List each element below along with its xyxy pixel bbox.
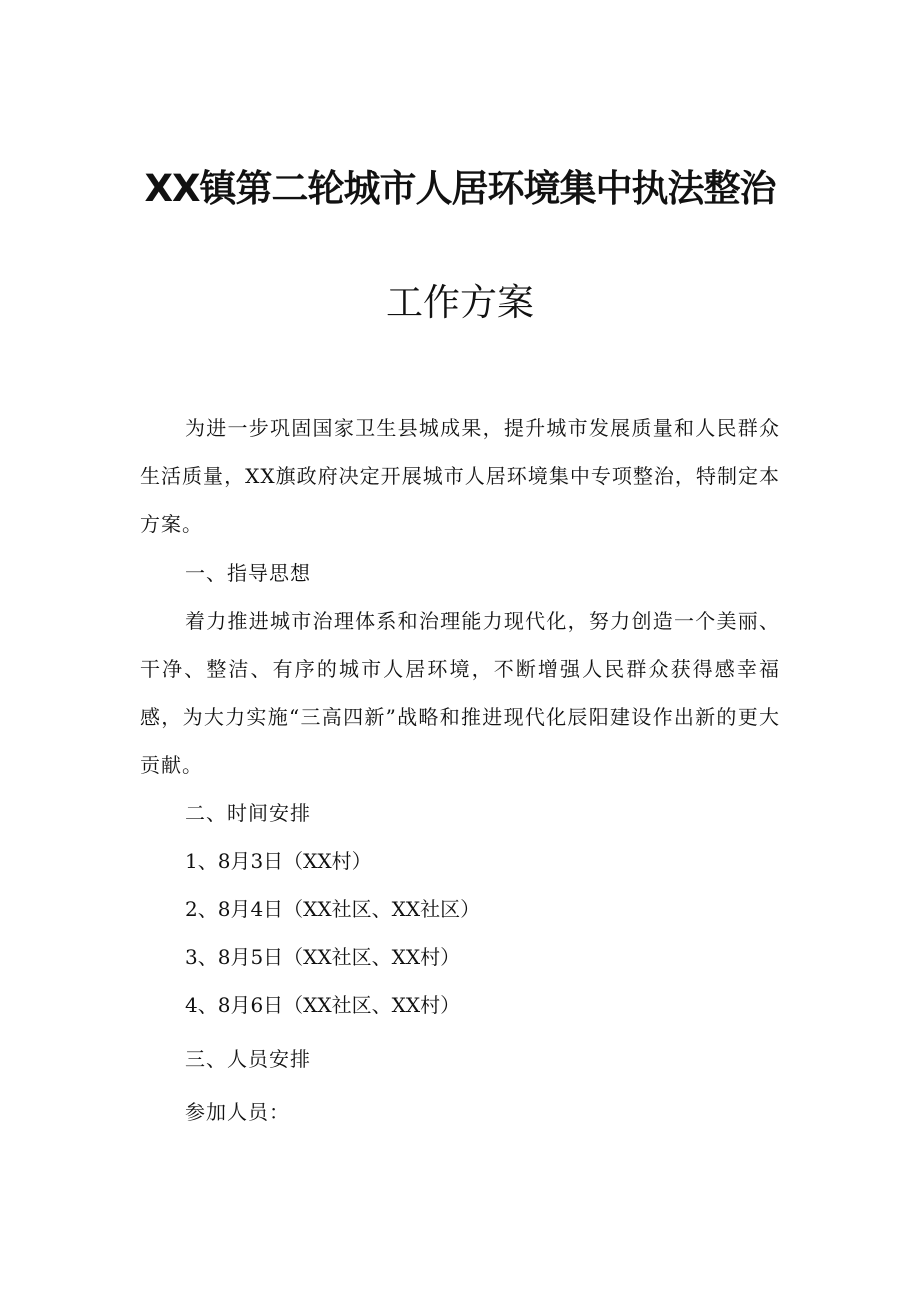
participants-label: 参加人员： bbox=[185, 1100, 290, 1124]
section-2-heading: 二、时间安排 bbox=[185, 801, 311, 825]
intro-paragraph: 为进一步巩固国家卫生县城成果，提升城市发展质量和人民群众生活质量，XX旗政府决定开展城市人居环境集中专项整治，特制定本方案。 bbox=[140, 416, 780, 536]
schedule-item: 3、8月5日（XX社区、XX村） bbox=[185, 945, 461, 969]
schedule-item: 2、8月4日（XX社区、XX社区） bbox=[185, 897, 481, 921]
schedule-item: 1、8月3日（XX村） bbox=[185, 849, 372, 873]
document-title-line-1: XX镇第二轮城市人居环境集中执法整治 bbox=[144, 167, 776, 210]
section-3-heading: 三、人员安排 bbox=[185, 1047, 311, 1071]
schedule-item: 4、8月6日（XX社区、XX村） bbox=[185, 993, 461, 1017]
section-1-heading: 一、指导思想 bbox=[185, 561, 311, 585]
section-1-paragraph: 着力推进城市治理体系和治理能力现代化，努力创造一个美丽、干净、整洁、有序的城市人居环境，不断增强人民群众获得感幸福感，为大力实施“三高四新”战略和推进现代化辰阳建设作出新的更大贡献。 bbox=[140, 609, 780, 777]
document-title-line-2: 工作方案 bbox=[386, 281, 534, 324]
